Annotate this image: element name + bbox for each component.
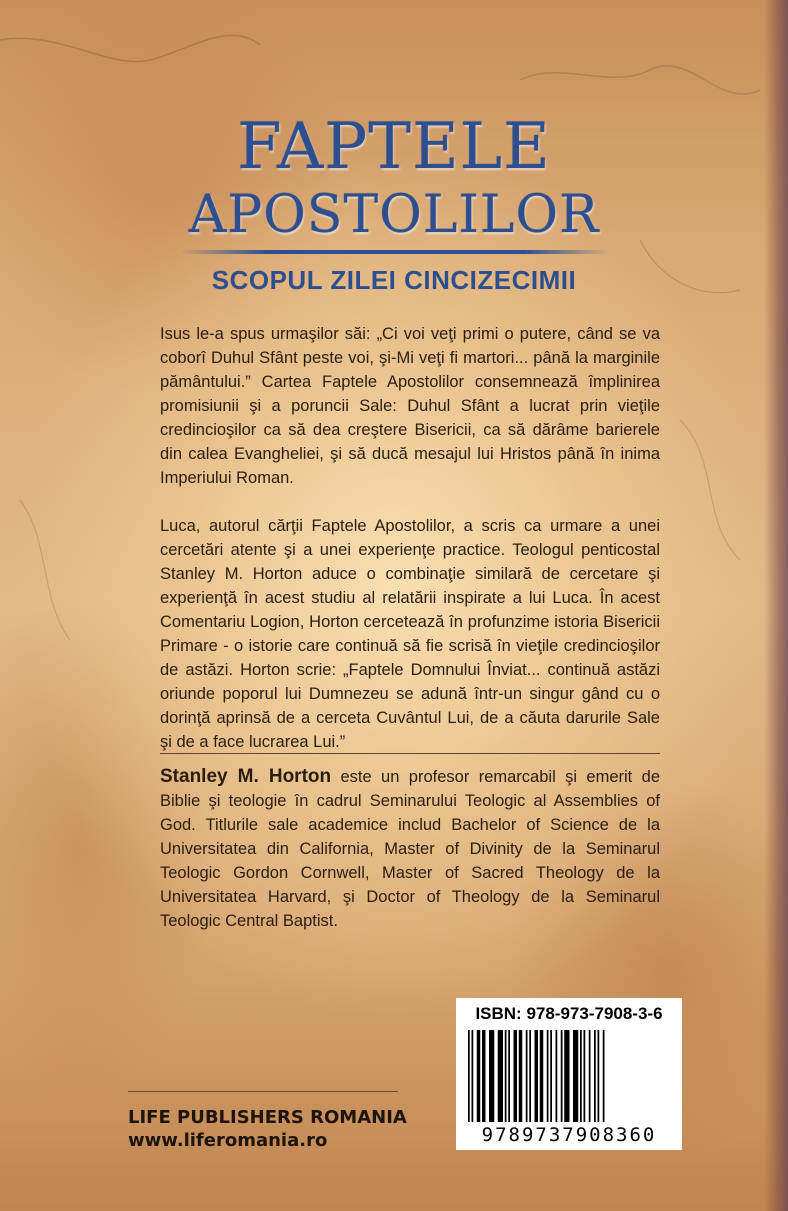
barcode-bar [594, 1030, 596, 1122]
barcode-bar [535, 1030, 539, 1122]
barcode-bar [564, 1030, 569, 1122]
barcode-bar [598, 1030, 600, 1122]
barcode-bar [561, 1030, 563, 1122]
barcode-bars [466, 1030, 672, 1122]
barcode-bar [505, 1030, 507, 1122]
barcode-bar [589, 1030, 591, 1122]
title-divider [180, 250, 610, 254]
barcode-bar [508, 1030, 510, 1122]
barcode-bar [584, 1030, 586, 1122]
barcode-bar [556, 1030, 558, 1122]
barcode-bar [540, 1030, 544, 1122]
author-bio-text: este un profesor remarcabil şi emerit de Biblie şi teologie în cadrul Seminarului Teologic al Assemblies of God. Titlurile sale academice includ Bachelor of Science de la Universitatea din California, Master of Divinity de la Seminarul Teologic Gordon Cornwell, Master of Sacred Theology de la Universitatea Harvard, şi Doctor of Theology de la Seminarul Teologic Central Baptist. [160, 768, 660, 930]
barcode-bar [477, 1030, 481, 1122]
barcode-bar [468, 1030, 470, 1122]
author-name: Stanley M. Horton [160, 766, 332, 787]
barcode-bar [573, 1030, 578, 1122]
barcode-bar [580, 1030, 582, 1122]
barcode-bar [529, 1030, 531, 1122]
publisher-name: LIFE PUBLISHERS ROMANIA [128, 1107, 407, 1128]
isbn-label: ISBN: 978-973-7908-3-6 [475, 1004, 663, 1023]
barcode-bar [514, 1030, 518, 1122]
section-divider [160, 753, 660, 754]
barcode-bar [550, 1030, 552, 1122]
barcode-bar [526, 1030, 528, 1122]
author-bio [160, 765, 660, 933]
barcode-bar [472, 1030, 474, 1122]
description-paragraph-1: Isus le-a spus urmaşilor săi: „Ci voi veţi primi o putere, când se va coborî Duhul Sfânt peste voi, şi-Mi veţi fi martori... până la marginile pământului.” Cartea Faptele Apostolilor consemnează împlinirea promisiunii şi a poruncii Sale: Duhul Sfânt a lucrat prin vieţile credincioşilor ca să dea creştere Bisericii, ca să dărâme barierele din calea Evangheliei, şi să ducă mesajul lui Hristos până în inima Imperiului Roman. [160, 325, 660, 487]
barcode-bar [547, 1030, 549, 1122]
description-paragraph-2: Luca, autorul cărţii Faptele Apostolilor, a scris ca urmare a unei cercetări atente şi a unei experienţe practice. Teologul penticostal Stanley M. Horton aduce o combinaţie similară de cercetare şi experienţă în acest studiu al relatării inspirate a lui Luca. În acest Comentariu Logion, Horton cercetează în profunzime istoria Bisericii Primare - o istorie care continuă să fie scrisă în vieţile credincioşilor de astăzi. Horton scrie: „Faptele Domnului Înviat... continuă astăzi oriunde poporul lui Dumnezeu se adună într-un singur gând cu o dorinţă aprinsă de a cerceta Cuvântul Lui, de a căuta darurile Sale şi de a face lucrarea Lui.” [160, 517, 660, 751]
barcode-panel [456, 998, 682, 1150]
title-line-1: FAPTELE [237, 110, 551, 184]
publisher-website: www.liferomania.ro [128, 1130, 328, 1151]
barcode-bar [519, 1030, 523, 1122]
barcode-bar [498, 1030, 503, 1122]
barcode-bar [482, 1030, 486, 1122]
barcode-bar [489, 1030, 494, 1122]
subtitle: SCOPUL ZILEI CINCIZECIMII [211, 265, 577, 295]
barcode-digits: 9789737908360 [481, 1124, 657, 1146]
title-line-2: APOSTOLILOR [188, 185, 600, 245]
publisher-divider [128, 1091, 398, 1092]
barcode-bar [603, 1030, 605, 1122]
